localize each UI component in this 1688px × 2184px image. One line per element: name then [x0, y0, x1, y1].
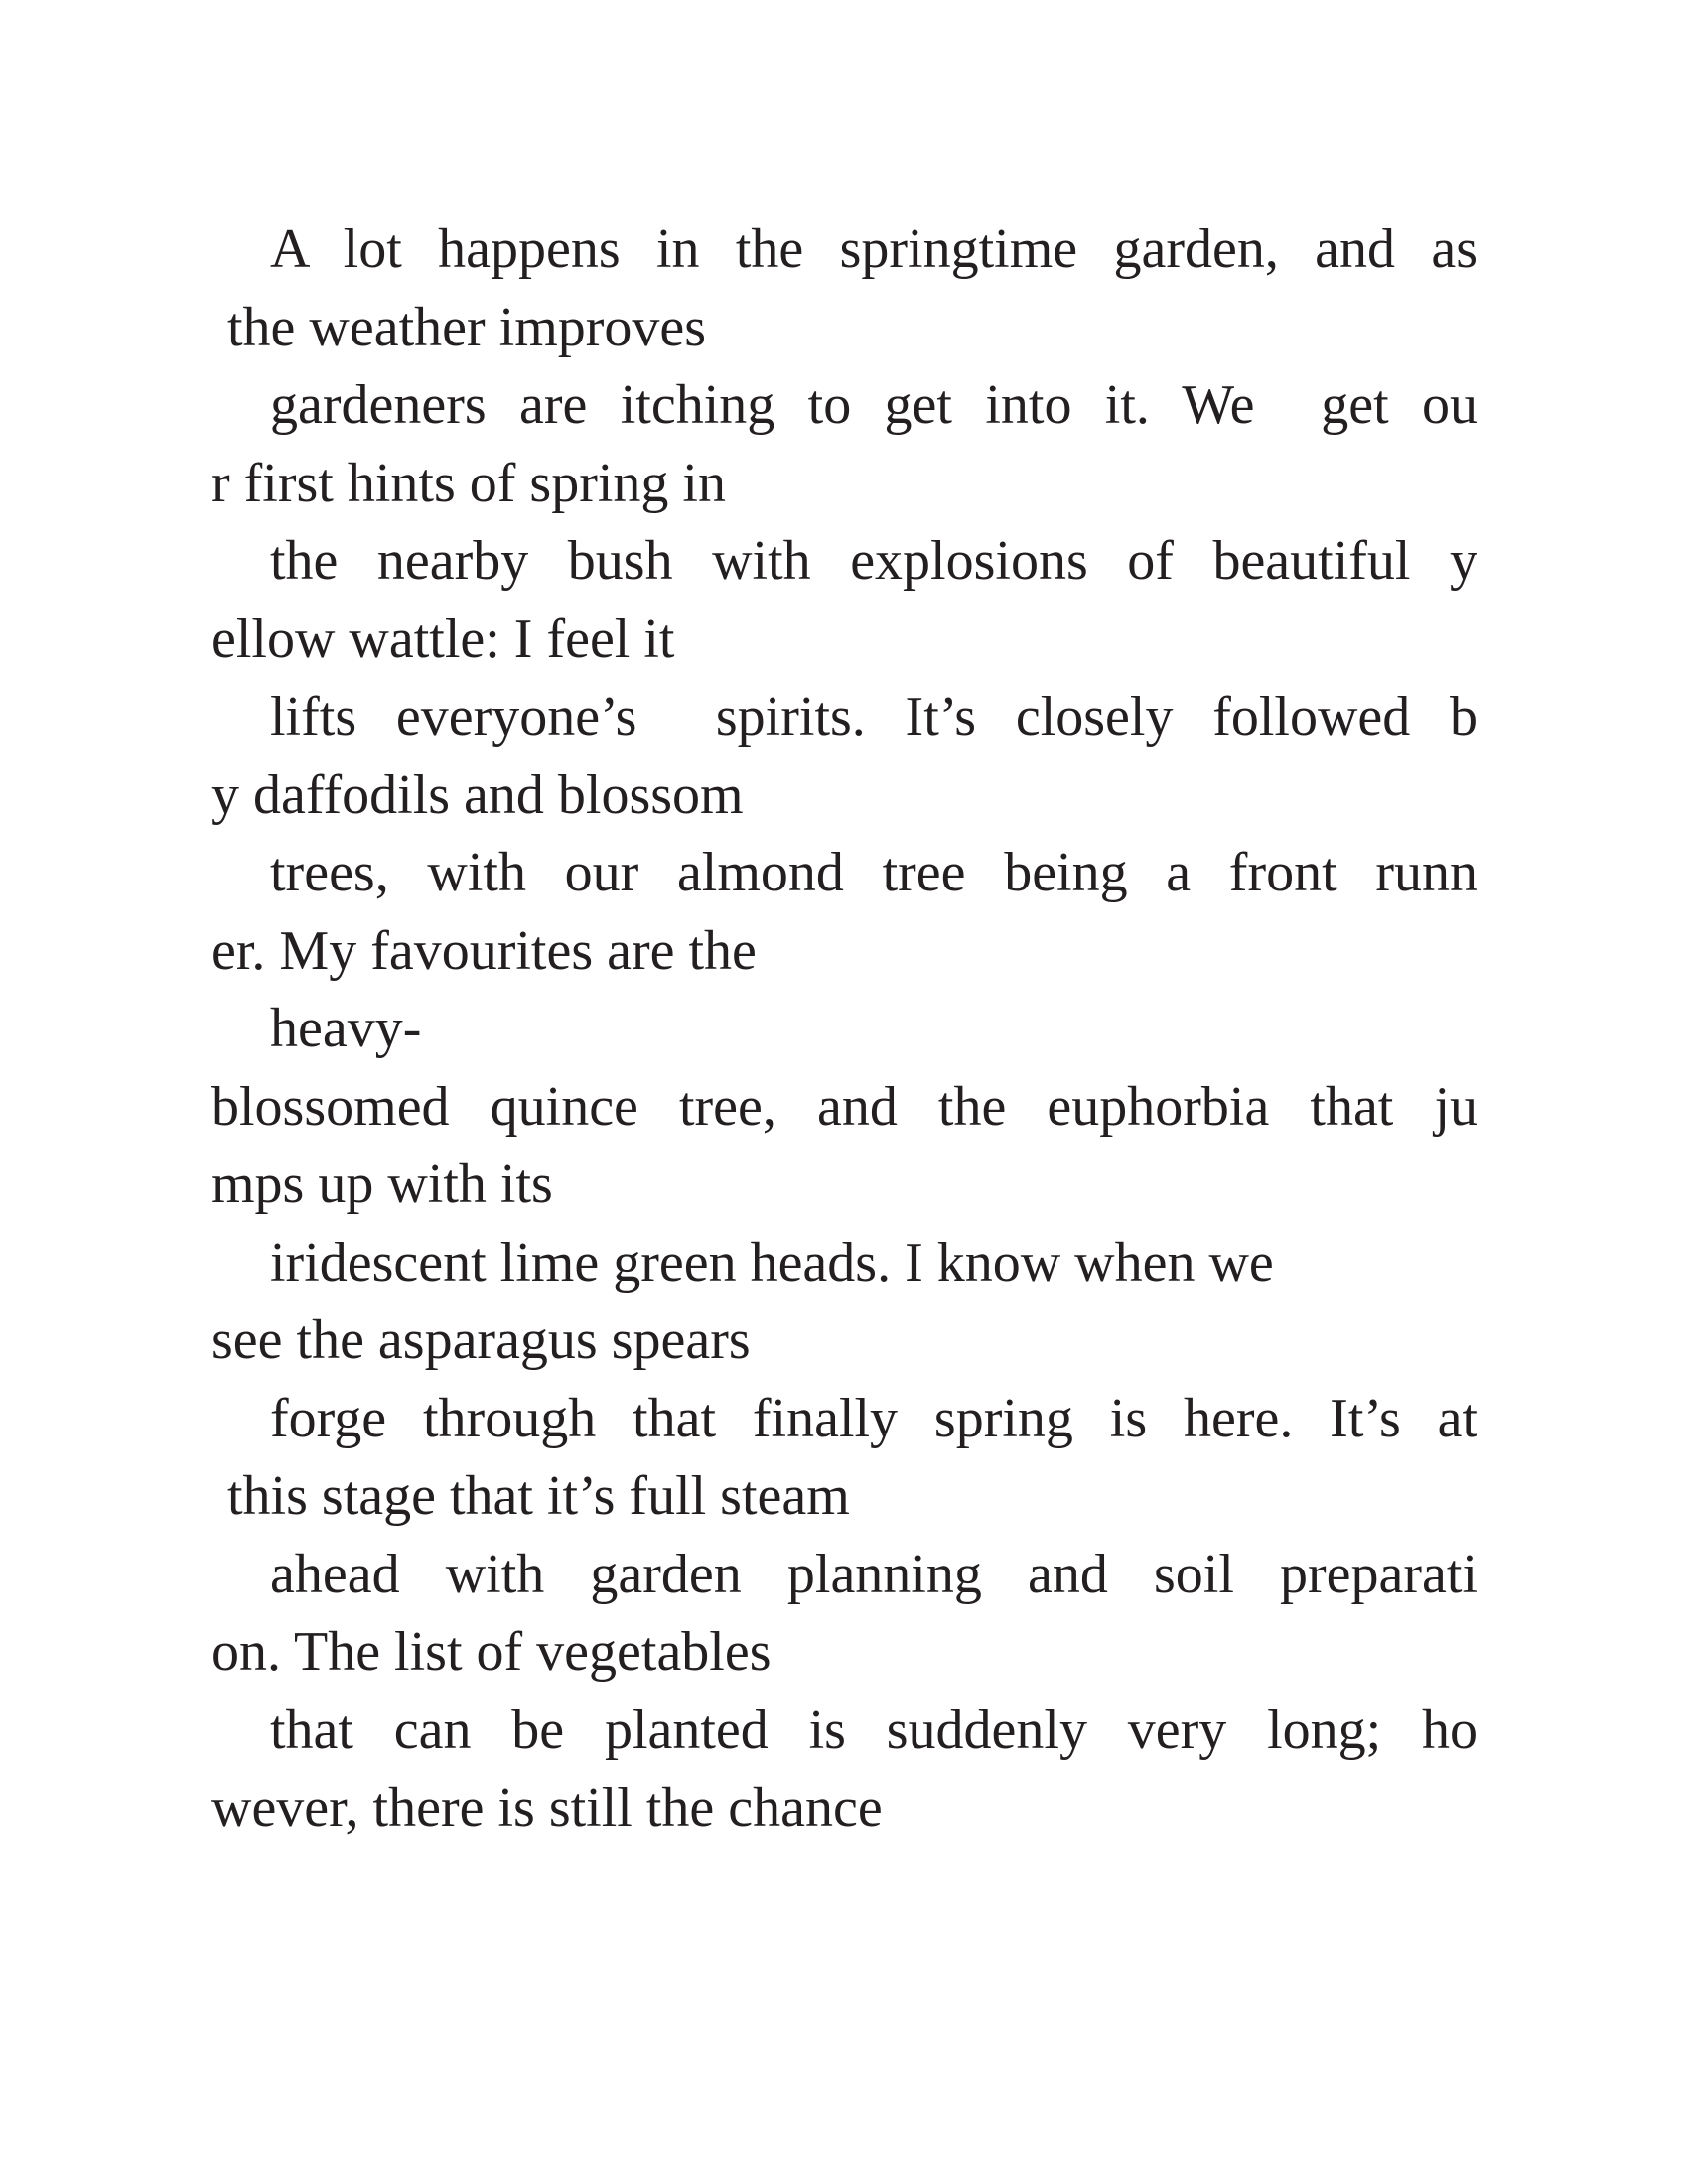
text-line: er. My favourites are the [211, 919, 757, 982]
text-line: blossomed quince tree, and the euphorbia that ju [211, 1075, 1477, 1138]
text-line: that can be planted is suddenly very long; ho [270, 1699, 1477, 1761]
text-line: gardeners are itching to get into it. We get ou [270, 374, 1477, 436]
text-line: r first hints of spring in [211, 452, 726, 514]
text-line: forge through that finally spring is here. It’s at [270, 1387, 1477, 1449]
body-text [211, 210, 1477, 1847]
text-line: ellow wattle: I feel it [211, 608, 675, 670]
text-line: lifts everyone’s spirits. It’s closely followed b [270, 686, 1477, 748]
text-line: the weather improves [227, 296, 707, 358]
text-line: see the asparagus spears [211, 1309, 751, 1371]
text-line: trees, with our almond tree being a front runn [270, 842, 1477, 903]
text-line: y daffodils and blossom [211, 763, 744, 826]
text-line: this stage that it’s full steam [227, 1465, 850, 1527]
text-line: the nearby bush with explosions of beautiful y [270, 530, 1477, 592]
text-line: iridescent lime green heads. I know when we [270, 1231, 1274, 1294]
text-line: ahead with garden planning and soil preparati [270, 1543, 1477, 1605]
text-line: A lot happens in the springtime garden, and as [270, 218, 1477, 280]
text-line: on. The list of vegetables [211, 1621, 772, 1683]
text-line: heavy- [270, 998, 422, 1059]
text-line: wever, there is still the chance [211, 1777, 883, 1839]
text-line: mps up with its [211, 1154, 553, 1215]
